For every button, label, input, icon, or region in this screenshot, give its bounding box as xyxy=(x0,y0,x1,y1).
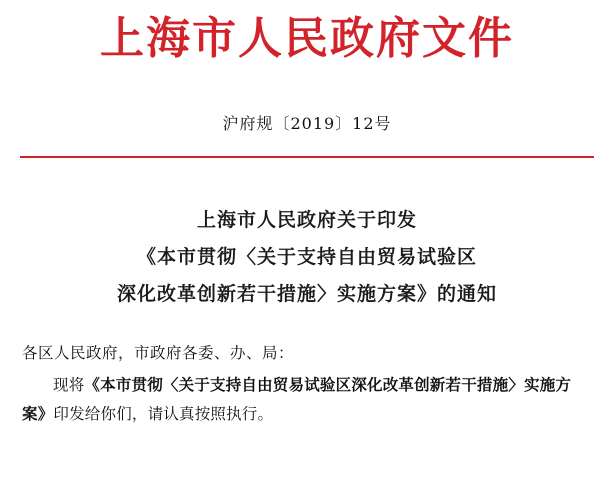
paragraph-suffix: 印发给你们，请认真按照执行。 xyxy=(53,405,274,424)
document-number-row xyxy=(0,111,614,134)
document-title-line-3: 深化改革创新若干措施〉实施方案》的通知 xyxy=(116,282,497,305)
paragraph-prefix: 现将 xyxy=(53,376,85,395)
body-paragraph-1 xyxy=(22,371,592,428)
document-title-line-2: 《本市贯彻〈关于支持自由贸易试验区 xyxy=(136,245,477,268)
referenced-document-title: 《本市贯彻〈关于支持自由贸易试验区深化改革创新若干措施〉实施方案》 xyxy=(22,375,572,424)
document-number: 沪府规〔2019〕12号 xyxy=(222,113,392,133)
masthead-title: 上海市人民政府文件 xyxy=(100,13,514,64)
document-body xyxy=(22,339,592,429)
red-divider-rule xyxy=(20,156,594,158)
masthead xyxy=(0,0,614,65)
document-title-block xyxy=(0,202,614,313)
salutation: 各区人民政府，市政府各委、办、局： xyxy=(22,343,295,362)
document-title-line-1: 上海市人民政府关于印发 xyxy=(196,208,417,231)
